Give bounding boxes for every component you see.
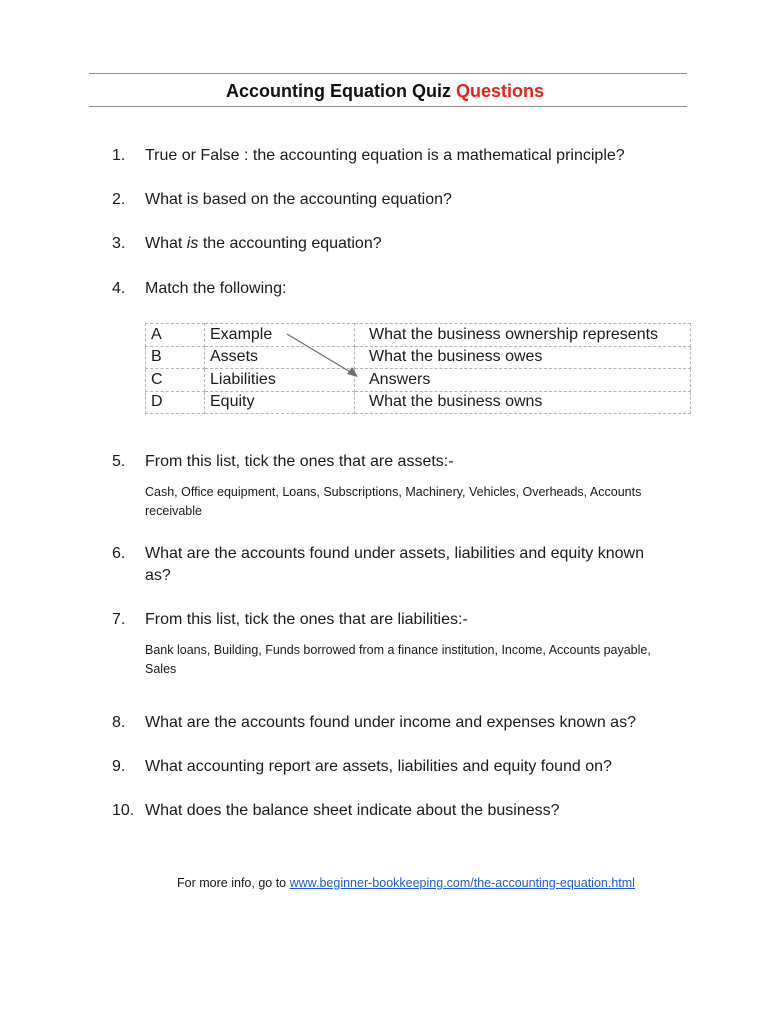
match-term: Example [205,324,355,347]
question-10 [112,800,672,822]
liabilities-list: Bank loans, Building, Funds borrowed from a finance institution, Income, Accounts payable, Sales [145,643,651,676]
title-main: Accounting Equation Quiz [225,81,451,101]
table-row [146,346,691,369]
question-number: 7. [112,611,126,628]
question-text: What does the balance sheet indicate about the business? [145,802,560,819]
match-definition: Answers [355,369,691,392]
question-3 [112,233,672,255]
footer [0,876,770,890]
match-term: Liabilities [205,369,355,392]
question-text: What are the accounts found under income and expenses known as? [145,714,636,731]
question-number: 2. [112,191,126,208]
question-number: 3. [112,235,126,252]
question-text-post: the accounting equation? [202,235,382,252]
match-letter: D [146,391,205,414]
title-underline-rule [89,106,687,107]
question-4 [112,278,672,300]
question-number: 10. [112,802,135,819]
page-title [0,81,770,102]
table-row [146,369,691,392]
match-definition: What the business owes [355,346,691,369]
question-number: 1. [112,147,126,164]
question-text: What is based on the accounting equation? [145,191,452,208]
question-text [145,233,672,255]
match-term: Equity [205,391,355,414]
table-row [146,391,691,414]
table-row [146,324,691,347]
assets-list: Cash, Office equipment, Loans, Subscriptions, Machinery, Vehicles, Overheads, Accounts receivable [145,485,642,518]
question-text: What are the accounts found under assets, liabilities and equity known as? [145,545,644,584]
match-letter: B [146,346,205,369]
question-7 [112,609,672,631]
match-letter: C [146,369,205,392]
question-text: What accounting report are assets, liabilities and equity found on? [145,758,612,775]
match-definition: What the business ownership represents [355,324,691,347]
question-number: 4. [112,280,126,297]
footer-prefix: For more info, go to [177,876,287,890]
match-letter: A [146,324,205,347]
question-8 [112,712,672,734]
question-6 [112,543,672,587]
question-number: 5. [112,453,126,470]
match-definition: What the business owns [355,391,691,414]
top-rule [89,73,687,74]
question-text-pre: What [145,235,183,252]
title-accent: Questions [455,81,544,101]
question-number: 6. [112,545,126,562]
question-text: True or False : the accounting equation is a mathematical principle? [145,147,625,164]
question-text: Match the following: [145,280,287,297]
question-number: 8. [112,714,126,731]
question-5 [112,451,672,473]
match-table [145,323,691,414]
question-number: 9. [112,758,126,775]
question-text: From this list, tick the ones that are assets:- [145,453,454,470]
question-1 [112,145,672,167]
footer-link[interactable]: www.beginner-bookkeeping.com/the-accounting-equation.html [289,876,635,890]
question-text-emphasis: is [186,235,199,252]
question-2 [112,189,672,211]
question-text: From this list, tick the ones that are liabilities:- [145,611,468,628]
question-9 [112,756,672,778]
match-term: Assets [205,346,355,369]
